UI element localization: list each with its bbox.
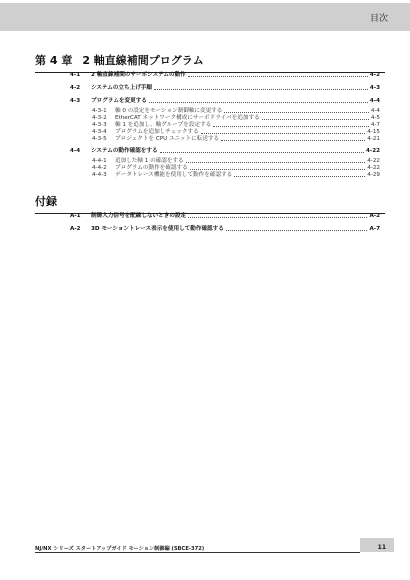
toc-entry-number: 4-2: [70, 85, 81, 91]
toc-entry[interactable]: [0, 225, 410, 233]
dot-leader: [149, 102, 368, 103]
chapter-title: 2 軸直線補間プログラム: [82, 54, 204, 67]
toc-subentry-number: 4-4-2: [92, 165, 107, 171]
dot-leader: [234, 176, 365, 177]
dot-leader: [160, 152, 364, 153]
toc-entry-page: A-7: [369, 226, 380, 232]
dot-leader: [154, 89, 368, 90]
header-label: 目次: [369, 14, 388, 24]
toc-entry[interactable]: [0, 212, 410, 220]
toc-entry-title[interactable]: 2 軸直線補間のサーボシステムの動作: [91, 72, 186, 78]
toc-entry-number: A-2: [70, 226, 81, 232]
toc-subentry-title[interactable]: 軸 0 の設定をモーション制御軸に変更する: [115, 108, 223, 114]
toc-subentry-page: 4-22: [367, 165, 380, 171]
toc-entry[interactable]: [0, 84, 410, 92]
toc-subentry-page: 4-7: [370, 122, 380, 128]
toc-subentry-number: 4-4-1: [92, 158, 107, 164]
toc-entry[interactable]: [0, 147, 410, 155]
toc-subentry-title[interactable]: 追加した軸 1 の確認をする: [115, 158, 184, 164]
dot-leader: [221, 140, 365, 141]
toc-entry-title[interactable]: システムの動作確認をする: [91, 148, 158, 154]
dot-leader: [186, 162, 366, 163]
toc-entry-number: A-1: [70, 213, 81, 219]
toc-entry-page: 4-3: [369, 85, 380, 91]
footer-page-box: [360, 538, 394, 552]
toc-subentry-number: 4-3-3: [92, 122, 107, 128]
dot-leader: [190, 169, 366, 170]
toc-entry-title[interactable]: プログラムを変更する: [91, 98, 147, 104]
toc-entry-page: A-2: [369, 213, 380, 219]
toc-subentry-page: 4-22: [367, 158, 380, 164]
toc-entry-number: 4-1: [70, 72, 81, 78]
toc-subentry-page: 4-4: [370, 108, 380, 114]
toc-subentry-title[interactable]: プログラムの動作を確認する: [115, 165, 188, 171]
dot-leader: [188, 217, 367, 218]
dot-leader: [226, 230, 368, 231]
toc-subentry-number: 4-3-2: [92, 115, 107, 121]
toc-entry-number: 4-4: [70, 148, 81, 154]
toc-subentry-number: 4-4-3: [92, 172, 107, 178]
dot-leader: [262, 119, 369, 120]
dot-leader: [201, 133, 366, 134]
chapter-number: 第 4 章: [35, 54, 73, 67]
toc-subentry-title[interactable]: データトレース機能を使用して動作を確認する: [115, 172, 233, 178]
header-bar: [0, 3, 410, 31]
toc-subentry-number: 4-3-4: [92, 129, 107, 135]
dot-leader: [213, 126, 369, 127]
toc-subentry-title[interactable]: プログラムを追加しチェックする: [115, 129, 199, 135]
footer-page-number: 11: [377, 544, 386, 551]
dot-leader: [188, 76, 368, 77]
toc-entry[interactable]: [0, 97, 410, 105]
toc-subentry-page: 4-5: [370, 115, 380, 121]
appendix-heading: 付録: [35, 193, 385, 214]
toc-subentry-number: 4-3-1: [92, 108, 107, 114]
toc-subentry[interactable]: [0, 135, 410, 143]
toc-entry-page: 4-4: [369, 98, 380, 104]
toc-subentry-page: 4-21: [367, 136, 380, 142]
toc-entry-number: 4-3: [70, 98, 81, 104]
toc-subentry-page: 4-15: [367, 129, 380, 135]
footer-document-title: NJ/NX シリーズ スタートアップガイド モーション制御編 (SBCE-372): [35, 546, 205, 552]
toc-entry-page: 4-22: [366, 148, 380, 154]
footer-rule: [35, 552, 360, 553]
toc-subentry-title[interactable]: プロジェクトを CPU ユニットに転送する: [115, 136, 220, 142]
toc-entry-title[interactable]: 3D モーショントレース表示を使用して動作確認する: [91, 226, 224, 232]
chapter-4-heading: [35, 52, 385, 73]
toc-subentry-number: 4-3-5: [92, 136, 107, 142]
toc-subentry-title[interactable]: 軸 1 を追加し、軸グループを設定する: [115, 122, 212, 128]
toc-entry-page: 4-2: [369, 72, 380, 78]
toc-subentry[interactable]: [0, 171, 410, 179]
toc-subentry-title[interactable]: EtherCAT ネットワーク構成にサーボドライバを追加する: [115, 115, 260, 121]
toc-entry-title[interactable]: システムの立ち上げ手順: [91, 85, 152, 91]
toc-entry[interactable]: [0, 71, 410, 79]
dot-leader: [224, 112, 369, 113]
toc-subentry-page: 4-29: [367, 172, 380, 178]
toc-entry-title[interactable]: 制御入力信号を配線しないときの設定: [91, 213, 187, 219]
